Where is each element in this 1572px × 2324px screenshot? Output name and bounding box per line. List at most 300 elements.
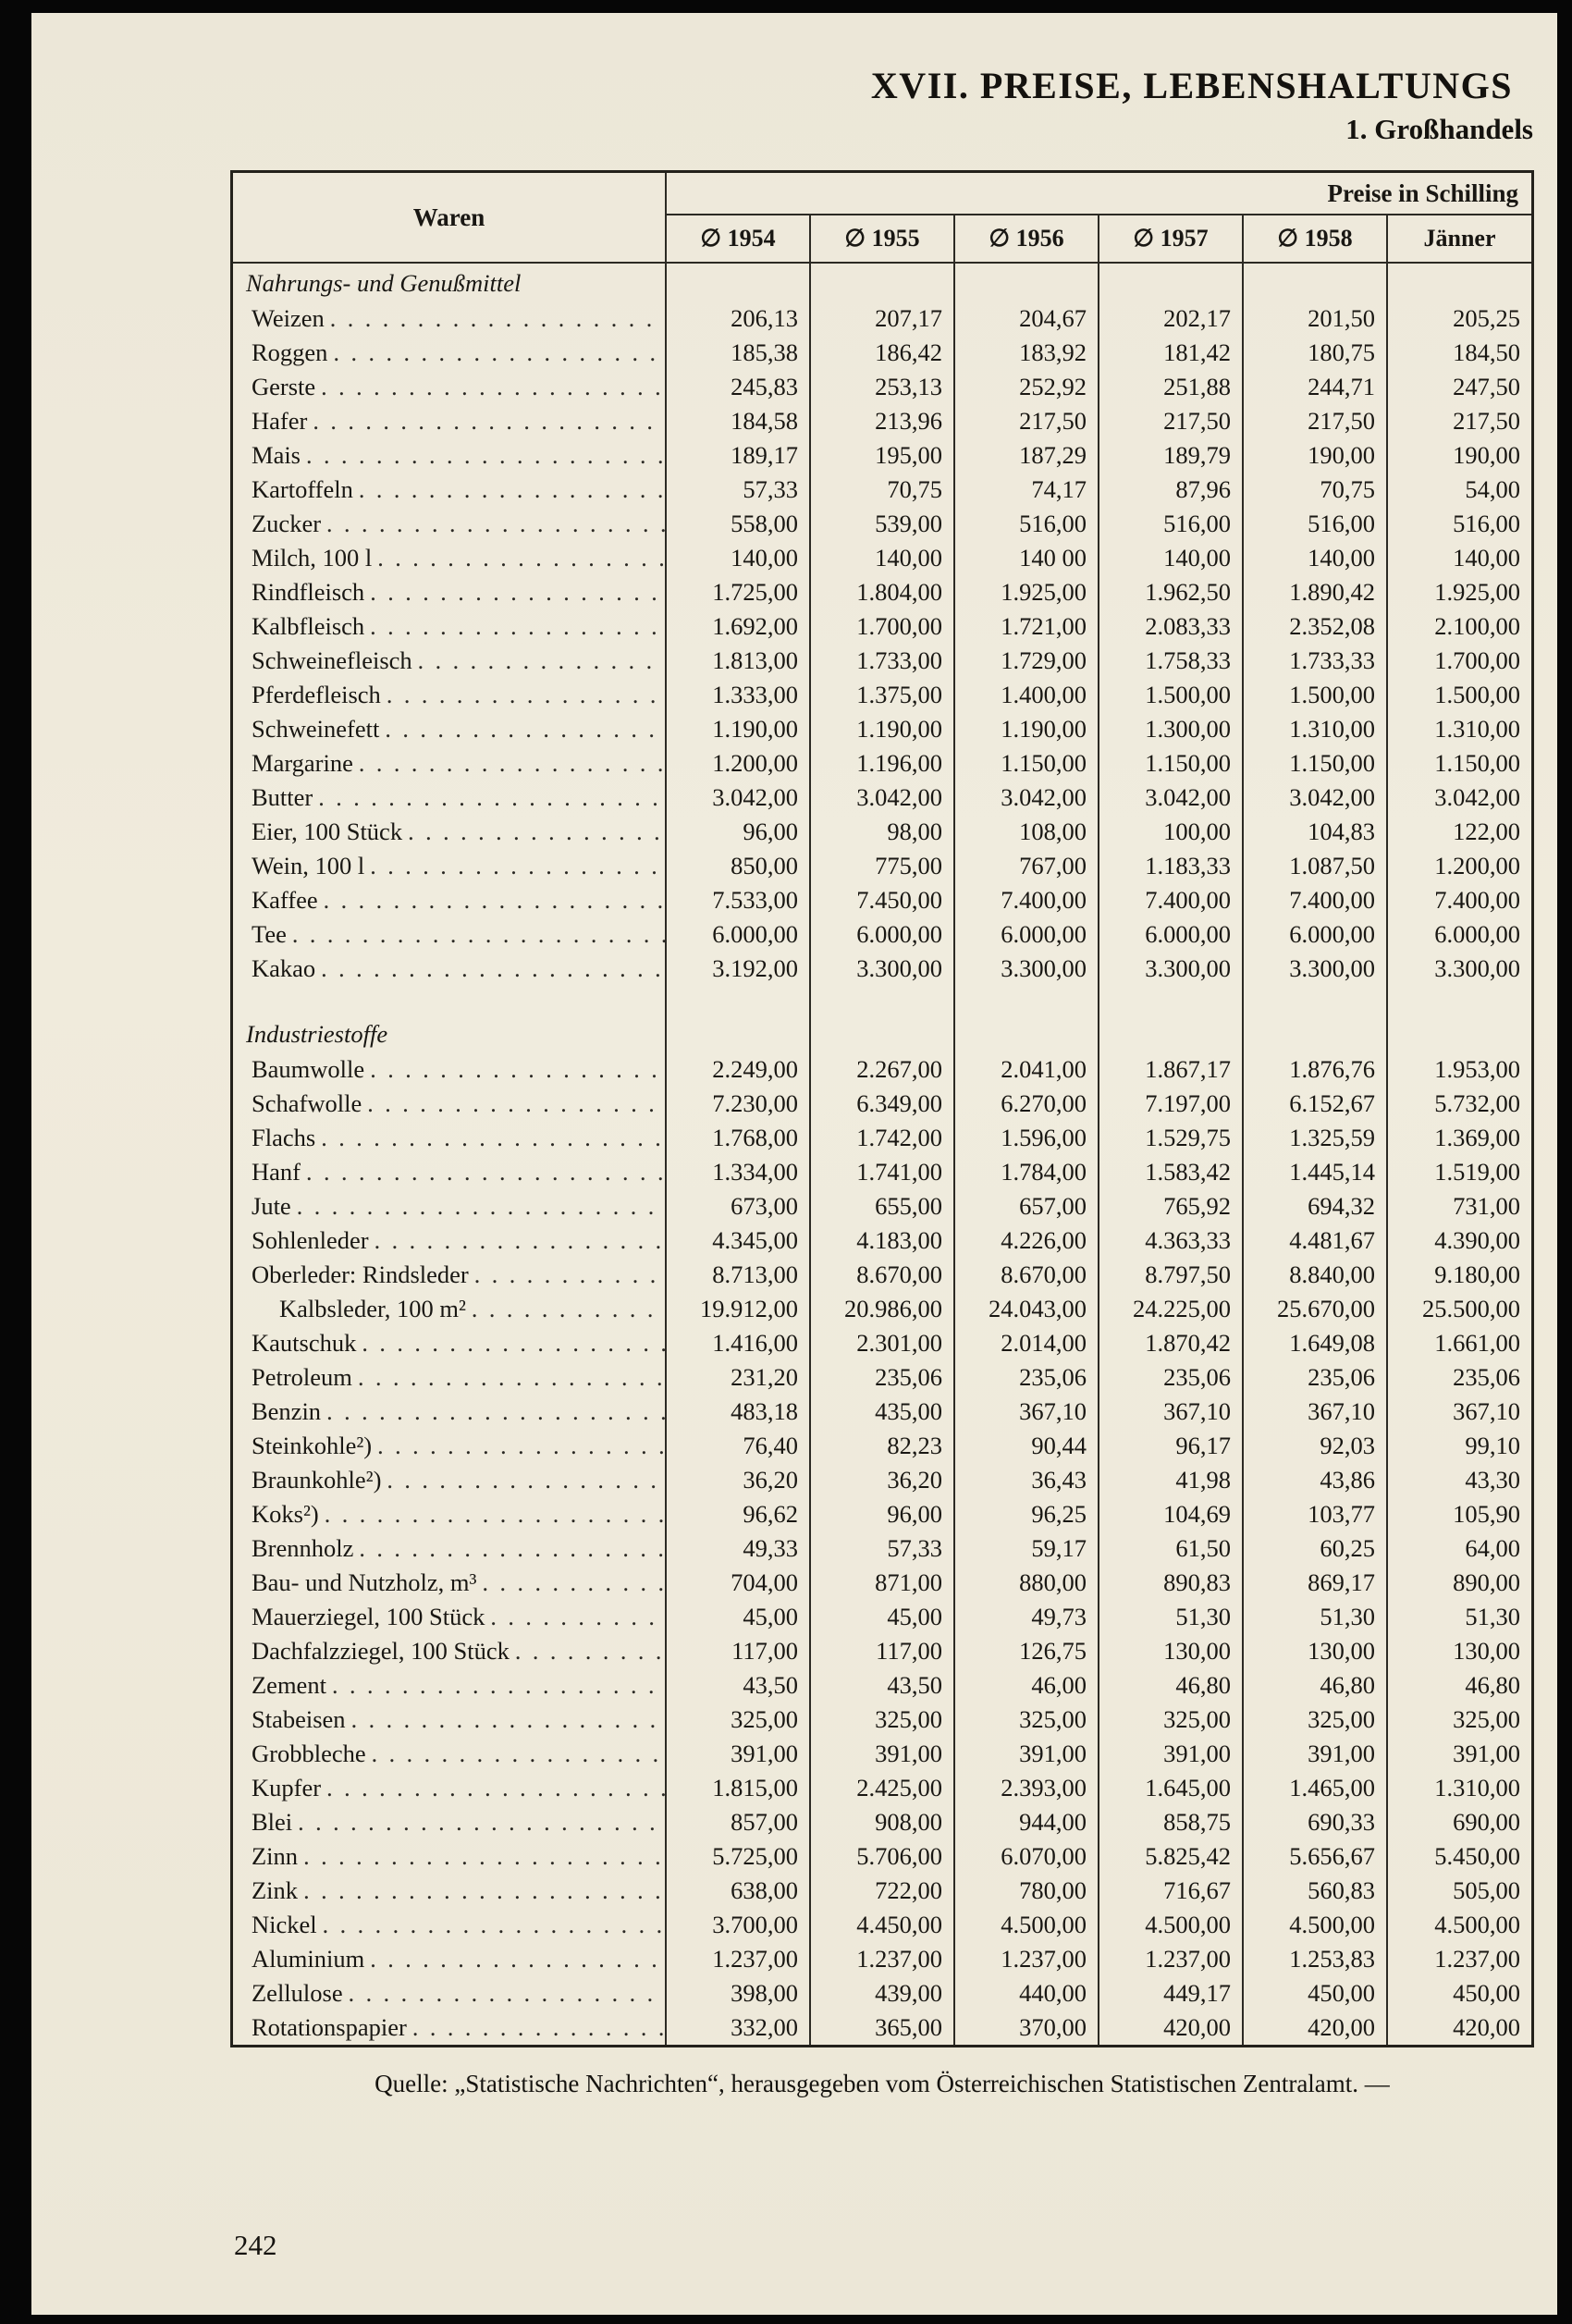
unit-label: Preise in Schilling: [666, 173, 1531, 215]
leader-dots: [325, 1500, 665, 1529]
table-row: [233, 952, 1531, 986]
price-value: 1.087,50: [1243, 849, 1387, 883]
row-label-cell: [233, 1771, 666, 1805]
price-value: 391,00: [810, 1737, 954, 1771]
price-value: 1.815,00: [666, 1771, 810, 1805]
price-value: 944,00: [954, 1805, 1099, 1839]
price-value: 201,50: [1243, 301, 1387, 336]
price-value: 8.797,50: [1099, 1258, 1243, 1292]
row-label: Flachs: [252, 1124, 316, 1151]
price-value: 130,00: [1099, 1634, 1243, 1668]
table-row: [233, 1976, 1531, 2010]
price-value: 673,00: [666, 1189, 810, 1223]
row-label: Koks²): [252, 1500, 319, 1528]
price-value: 1.150,00: [1243, 746, 1387, 781]
price-value: 96,25: [954, 1497, 1099, 1531]
row-label: Eier, 100 Stück: [252, 818, 403, 845]
leader-dots: [332, 1671, 665, 1700]
price-value: 105,90: [1387, 1497, 1531, 1531]
price-value: 2.041,00: [954, 1052, 1099, 1087]
table-row: [233, 849, 1531, 883]
section-title: Nahrungs- und Genußmittel: [246, 269, 522, 297]
price-value: 244,71: [1243, 370, 1387, 404]
price-value: 207,17: [810, 301, 954, 336]
row-label-cell: [233, 1976, 666, 2010]
leader-dots: [324, 886, 665, 915]
price-value: 140,00: [810, 541, 954, 575]
row-label-cell: [233, 2010, 666, 2045]
row-label-cell: [233, 1326, 666, 1360]
price-value: 505,00: [1387, 1874, 1531, 1908]
column-header: ∅ 1956: [954, 215, 1099, 263]
price-value: 516,00: [1243, 507, 1387, 541]
price-value: 252,92: [954, 370, 1099, 404]
column-header: Jänner: [1387, 215, 1531, 263]
row-label: Oberleder: Rindsleder: [252, 1260, 469, 1288]
price-value: 890,00: [1387, 1566, 1531, 1600]
price-value: 722,00: [810, 1874, 954, 1908]
price-value: 45,00: [666, 1600, 810, 1634]
price-value: 217,50: [954, 404, 1099, 438]
price-value: 231,20: [666, 1360, 810, 1395]
price-value: 3.042,00: [666, 781, 810, 815]
price-value: 5.656,67: [1243, 1839, 1387, 1874]
price-value: 6.152,67: [1243, 1087, 1387, 1121]
price-value: 325,00: [1099, 1703, 1243, 1737]
price-value: 1.253,83: [1243, 1942, 1387, 1976]
table-row: [233, 404, 1531, 438]
price-value: 767,00: [954, 849, 1099, 883]
price-value: 7.450,00: [810, 883, 954, 917]
table-row: [233, 1771, 1531, 1805]
row-label: Steinkohle²): [252, 1432, 373, 1459]
row-label-cell: [233, 1942, 666, 1976]
row-label-cell: [233, 883, 666, 917]
price-value: 206,13: [666, 301, 810, 336]
price-value: 186,42: [810, 336, 954, 370]
row-label: Mais: [252, 441, 301, 469]
price-value: 1.200,00: [1387, 849, 1531, 883]
row-label-cell: [233, 746, 666, 781]
leader-dots: [385, 715, 665, 744]
price-value: 1.529,75: [1099, 1121, 1243, 1155]
page-title: XVII. PREISE, LEBENSHALTUNGS: [870, 65, 1513, 106]
row-label: Pferdefleisch: [252, 681, 381, 708]
price-value: 890,83: [1099, 1566, 1243, 1600]
leader-dots: [297, 1192, 665, 1221]
row-label: Mauerziegel, 100 Stück: [252, 1603, 485, 1630]
table-row: [233, 1121, 1531, 1155]
leader-dots: [326, 1774, 665, 1802]
row-label: Kaffee: [252, 886, 318, 914]
price-value: 217,50: [1387, 404, 1531, 438]
leader-dots: [370, 578, 665, 607]
price-value: 1.190,00: [810, 712, 954, 746]
table-row: [233, 746, 1531, 781]
price-value: 82,23: [810, 1429, 954, 1463]
table-row: [233, 1737, 1531, 1771]
table-row: [233, 1908, 1531, 1942]
price-value: 1.953,00: [1387, 1052, 1531, 1087]
price-value: 857,00: [666, 1805, 810, 1839]
price-value: 184,58: [666, 404, 810, 438]
price-value: 765,92: [1099, 1189, 1243, 1223]
leader-dots: [318, 783, 665, 812]
price-value: 190,00: [1243, 438, 1387, 473]
price-value: 4.500,00: [1387, 1908, 1531, 1942]
price-value: 8.670,00: [810, 1258, 954, 1292]
price-value: 1.645,00: [1099, 1771, 1243, 1805]
empty-cell: [810, 986, 954, 1052]
row-label-cell: [233, 1258, 666, 1292]
price-value: 235,06: [954, 1360, 1099, 1395]
price-value: 325,00: [666, 1703, 810, 1737]
table-row: [233, 1395, 1531, 1429]
price-value: 90,44: [954, 1429, 1099, 1463]
price-value: 1.200,00: [666, 746, 810, 781]
price-value: 1.150,00: [1099, 746, 1243, 781]
price-value: 122,00: [1387, 815, 1531, 849]
price-value: 46,80: [1387, 1668, 1531, 1703]
price-value: 325,00: [1243, 1703, 1387, 1737]
price-value: 36,20: [666, 1463, 810, 1497]
row-label: Sohlenleder: [252, 1226, 369, 1254]
leader-dots: [362, 1329, 665, 1358]
leader-dots: [321, 1124, 665, 1152]
row-label-cell: [233, 1531, 666, 1566]
empty-cell: [954, 263, 1099, 301]
price-value: 46,80: [1099, 1668, 1243, 1703]
table-row: [233, 1292, 1531, 1326]
price-value: 716,67: [1099, 1874, 1243, 1908]
price-value: 850,00: [666, 849, 810, 883]
price-value: 1.692,00: [666, 609, 810, 644]
price-value: 140,00: [1243, 541, 1387, 575]
price-value: 20.986,00: [810, 1292, 954, 1326]
price-value: 187,29: [954, 438, 1099, 473]
price-value: 61,50: [1099, 1531, 1243, 1566]
table-row: [233, 2010, 1531, 2045]
row-label: Kakao: [252, 954, 316, 982]
row-label: Brennholz: [252, 1534, 354, 1562]
price-value: 558,00: [666, 507, 810, 541]
table-row: [233, 473, 1531, 507]
price-value: 391,00: [1243, 1737, 1387, 1771]
price-value: 1.870,42: [1099, 1326, 1243, 1360]
leader-dots: [418, 646, 665, 675]
leader-dots: [370, 612, 665, 641]
price-value: 1.925,00: [1387, 575, 1531, 609]
table-row: [233, 712, 1531, 746]
price-value: 2.014,00: [954, 1326, 1099, 1360]
table-row: [233, 1087, 1531, 1121]
table-row: [233, 1360, 1531, 1395]
table-row: [233, 781, 1531, 815]
price-value: 253,13: [810, 370, 954, 404]
table-body: [233, 263, 1531, 2045]
price-value: 704,00: [666, 1566, 810, 1600]
row-label: Wein, 100 l: [252, 852, 365, 879]
price-value: 3.192,00: [666, 952, 810, 986]
price-value: 3.042,00: [1099, 781, 1243, 815]
row-label: Hafer: [252, 407, 308, 435]
price-value: 1.400,00: [954, 678, 1099, 712]
row-label: Zucker: [252, 510, 322, 537]
price-value: 185,38: [666, 336, 810, 370]
price-value: 126,75: [954, 1634, 1099, 1668]
row-label-cell: [233, 1395, 666, 1429]
price-value: 1.325,59: [1243, 1121, 1387, 1155]
price-value: 70,75: [810, 473, 954, 507]
row-label-cell: [233, 1600, 666, 1634]
price-value: 235,06: [810, 1360, 954, 1395]
price-value: 1.150,00: [1387, 746, 1531, 781]
price-value: 99,10: [1387, 1429, 1531, 1463]
price-value: 4.363,33: [1099, 1223, 1243, 1258]
leader-dots: [515, 1637, 665, 1666]
price-value: 1.768,00: [666, 1121, 810, 1155]
price-value: 516,00: [1099, 507, 1243, 541]
row-label-cell: [233, 849, 666, 883]
price-value: 1.237,00: [1387, 1942, 1531, 1976]
price-value: 19.912,00: [666, 1292, 810, 1326]
table-row: [233, 1805, 1531, 1839]
table-row: [233, 1668, 1531, 1703]
price-value: 104,69: [1099, 1497, 1243, 1531]
price-value: 6.000,00: [1099, 917, 1243, 952]
row-label-cell: [233, 815, 666, 849]
leader-dots: [292, 920, 665, 949]
price-value: 4.345,00: [666, 1223, 810, 1258]
row-label-cell: [233, 781, 666, 815]
price-value: 117,00: [810, 1634, 954, 1668]
price-value: 181,42: [1099, 336, 1243, 370]
leader-dots: [367, 1089, 665, 1118]
page-header: [31, 13, 1557, 146]
price-value: 76,40: [666, 1429, 810, 1463]
price-value: 908,00: [810, 1805, 954, 1839]
price-value: 420,00: [1387, 2010, 1531, 2045]
leader-dots: [375, 1226, 665, 1255]
column-header: ∅ 1955: [810, 215, 954, 263]
price-value: 694,32: [1243, 1189, 1387, 1223]
price-value: 6.070,00: [954, 1839, 1099, 1874]
table-row: [233, 1566, 1531, 1600]
price-value: 1.742,00: [810, 1121, 954, 1155]
row-label-cell: [233, 507, 666, 541]
price-value: 25.500,00: [1387, 1292, 1531, 1326]
empty-cell: [1243, 263, 1387, 301]
price-value: 3.042,00: [954, 781, 1099, 815]
table-row: [233, 438, 1531, 473]
price-value: 43,50: [810, 1668, 954, 1703]
row-label: Petroleum: [252, 1363, 352, 1391]
price-value: 391,00: [1387, 1737, 1531, 1771]
price-value: 4.226,00: [954, 1223, 1099, 1258]
price-value: 871,00: [810, 1566, 954, 1600]
row-label: Margarine: [252, 749, 353, 777]
price-value: 325,00: [810, 1703, 954, 1737]
price-value: 96,00: [810, 1497, 954, 1531]
price-value: 1.500,00: [1099, 678, 1243, 712]
table-row: [233, 1703, 1531, 1737]
row-label-cell: [233, 1497, 666, 1531]
price-value: 104,83: [1243, 815, 1387, 849]
price-value: 235,06: [1387, 1360, 1531, 1395]
row-label-cell: [233, 575, 666, 609]
table-row: [233, 1326, 1531, 1360]
price-value: 450,00: [1243, 1976, 1387, 2010]
leader-dots: [313, 407, 665, 436]
table-row: [233, 336, 1531, 370]
price-value: 60,25: [1243, 1531, 1387, 1566]
row-label: Butter: [252, 783, 313, 811]
row-label-cell: [233, 541, 666, 575]
price-value: 1.237,00: [666, 1942, 810, 1976]
leader-dots: [387, 1466, 665, 1494]
price-value: 4.500,00: [1099, 1908, 1243, 1942]
section-title: Industriestoffe: [246, 1020, 388, 1048]
price-value: 64,00: [1387, 1531, 1531, 1566]
price-value: 1.519,00: [1387, 1155, 1531, 1189]
price-value: 1.729,00: [954, 644, 1099, 678]
price-value: 1.310,00: [1243, 712, 1387, 746]
row-label: Braunkohle²): [252, 1466, 382, 1494]
row-label-cell: [233, 678, 666, 712]
price-value: 690,33: [1243, 1805, 1387, 1839]
price-value: 367,10: [1243, 1395, 1387, 1429]
price-value: 5.732,00: [1387, 1087, 1531, 1121]
price-value: 8.713,00: [666, 1258, 810, 1292]
price-value: 3.300,00: [810, 952, 954, 986]
row-label: Schweinefett: [252, 715, 380, 743]
price-value: 3.300,00: [1099, 952, 1243, 986]
price-value: 5.706,00: [810, 1839, 954, 1874]
price-value: 1.300,00: [1099, 712, 1243, 746]
table-row: [233, 1463, 1531, 1497]
price-value: 6.000,00: [666, 917, 810, 952]
price-value: 420,00: [1099, 2010, 1243, 2045]
row-label-cell: [233, 1839, 666, 1874]
price-value: 440,00: [954, 1976, 1099, 2010]
table-row: [233, 1600, 1531, 1634]
price-value: 2.083,33: [1099, 609, 1243, 644]
row-label: Tee: [252, 920, 287, 948]
row-label: Gerste: [252, 373, 316, 400]
price-value: 1.196,00: [810, 746, 954, 781]
price-value: 45,00: [810, 1600, 954, 1634]
price-value: 24.043,00: [954, 1292, 1099, 1326]
row-label: Dachfalzziegel, 100 Stück: [252, 1637, 510, 1665]
row-label-cell: [233, 1360, 666, 1395]
row-label-cell: [233, 1463, 666, 1497]
price-value: 130,00: [1243, 1634, 1387, 1668]
price-value: 483,18: [666, 1395, 810, 1429]
price-value: 332,00: [666, 2010, 810, 2045]
leader-dots: [349, 1979, 665, 2008]
leader-dots: [372, 1740, 665, 1768]
table-row: [233, 1497, 1531, 1531]
leader-dots: [321, 954, 665, 983]
table-row: [233, 575, 1531, 609]
price-value: 391,00: [666, 1737, 810, 1771]
price-value: 7.400,00: [954, 883, 1099, 917]
wholesale-prices-table: [233, 173, 1531, 2045]
price-value: 450,00: [1387, 1976, 1531, 2010]
price-value: 367,10: [1099, 1395, 1243, 1429]
leader-dots: [323, 1911, 665, 1939]
price-value: 1.804,00: [810, 575, 954, 609]
table-row: [233, 1223, 1531, 1258]
price-value: 1.784,00: [954, 1155, 1099, 1189]
row-label-cell: [233, 404, 666, 438]
price-value: 98,00: [810, 815, 954, 849]
leader-dots: [306, 1158, 665, 1187]
leader-dots: [330, 304, 665, 333]
price-value: 391,00: [954, 1737, 1099, 1771]
row-label: Kautschuk: [252, 1329, 357, 1357]
price-value: 1.596,00: [954, 1121, 1099, 1155]
price-value: 1.733,33: [1243, 644, 1387, 678]
leader-dots: [306, 441, 665, 470]
table-row: [233, 301, 1531, 336]
empty-cell: [666, 986, 810, 1052]
price-value: 36,43: [954, 1463, 1099, 1497]
price-value: 1.369,00: [1387, 1121, 1531, 1155]
price-value: 205,25: [1387, 301, 1531, 336]
price-value: 6.000,00: [810, 917, 954, 952]
row-label: Kalbfleisch: [252, 612, 365, 640]
row-label: Baumwolle: [252, 1055, 365, 1083]
price-value: 235,06: [1243, 1360, 1387, 1395]
price-value: 1.333,00: [666, 678, 810, 712]
empty-cell: [666, 263, 810, 301]
leader-dots: [408, 818, 665, 846]
row-label-cell: [233, 438, 666, 473]
price-value: 516,00: [954, 507, 1099, 541]
price-value: 655,00: [810, 1189, 954, 1223]
price-value: 1.758,33: [1099, 644, 1243, 678]
row-label-cell: [233, 1703, 666, 1737]
leader-dots: [370, 1055, 665, 1084]
row-label: Rindfleisch: [252, 578, 365, 606]
price-value: 103,77: [1243, 1497, 1387, 1531]
waren-header: Waren: [233, 173, 666, 263]
price-value: 140,00: [1099, 541, 1243, 575]
price-value: 36,20: [810, 1463, 954, 1497]
price-value: 420,00: [1243, 2010, 1387, 2045]
row-label-cell: [233, 952, 666, 986]
row-label-cell: [233, 1908, 666, 1942]
price-value: 1.445,14: [1243, 1155, 1387, 1189]
price-value: 880,00: [954, 1566, 1099, 1600]
price-value: 54,00: [1387, 473, 1531, 507]
unit-row: [233, 173, 1531, 215]
price-value: 638,00: [666, 1874, 810, 1908]
price-value: 1.733,00: [810, 644, 954, 678]
price-value: 202,17: [1099, 301, 1243, 336]
row-label-cell: [233, 609, 666, 644]
price-value: 6.349,00: [810, 1087, 954, 1121]
price-value: 391,00: [1099, 1737, 1243, 1771]
price-value: 96,00: [666, 815, 810, 849]
empty-cell: [954, 986, 1099, 1052]
price-value: 1.700,00: [1387, 644, 1531, 678]
price-value: 57,33: [810, 1531, 954, 1566]
row-label-cell: [233, 1668, 666, 1703]
price-value: 43,30: [1387, 1463, 1531, 1497]
section-heading: 1. Großhandels: [1345, 113, 1533, 145]
